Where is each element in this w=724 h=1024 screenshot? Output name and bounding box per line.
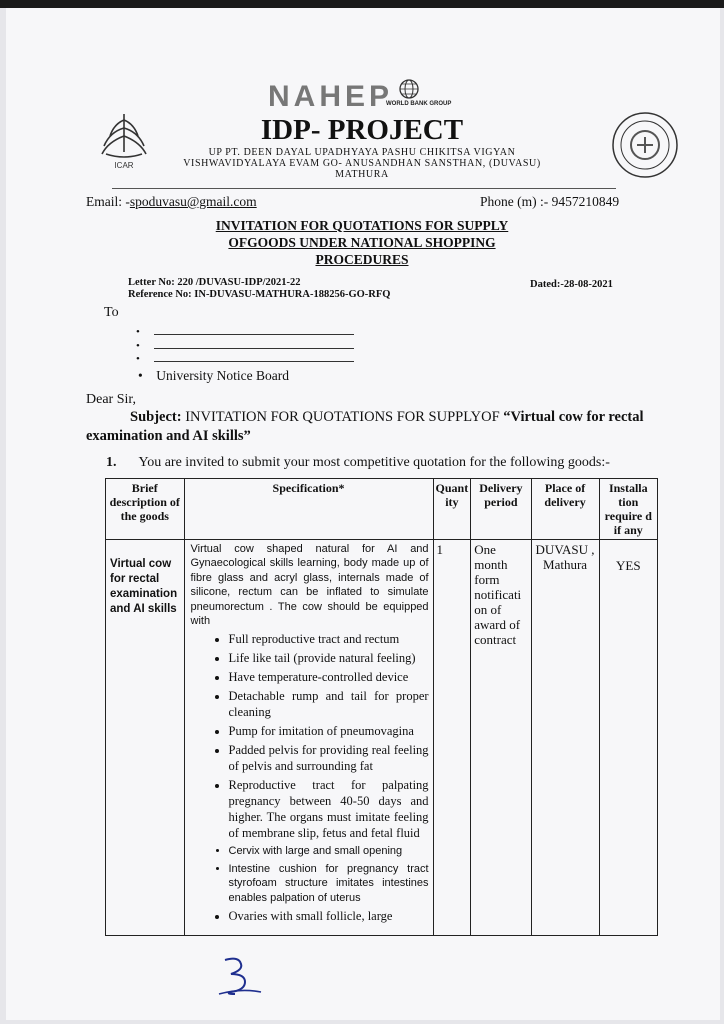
institution-line-1: UP PT. DEEN DAYAL UPADHYAYA PASHU CHIKITSA VIGYAN [208, 147, 516, 158]
recipient-blank-2 [136, 340, 354, 352]
recipient-blank-3 [136, 353, 354, 365]
bullet: • [136, 353, 140, 365]
institution-line-3: MATHURA [335, 169, 389, 180]
heading-line-2: OFGOODS UNDER NATIONAL SHOPPING [228, 235, 496, 250]
project-title: IDP- PROJECT [260, 114, 464, 146]
svg-text:ICAR: ICAR [114, 161, 134, 170]
header-specification: Specification* [184, 479, 433, 540]
header-place-of-delivery: Place of delivery [531, 479, 599, 540]
heading-line-1: INVITATION FOR QUOTATIONS FOR SUPPLY [215, 218, 509, 233]
email-link[interactable]: spoduvasu@gmail.com [129, 194, 257, 209]
cell-quantity: 1 [433, 540, 471, 936]
paragraph-1 [106, 455, 610, 471]
notice-board-text: University Notice Board [156, 368, 289, 383]
handwritten-signature [215, 950, 265, 1000]
goods-table [105, 478, 658, 936]
cell-installation: YES [599, 540, 657, 936]
header-brief-description: Brief description of the goods [106, 479, 185, 540]
list-item: • Have temperature-controlled device [229, 669, 429, 685]
list-item: • Detachable rump and tail for proper cleaning [229, 688, 429, 720]
subject-label: Subject: [130, 409, 182, 425]
bullet: • [136, 326, 140, 338]
salutation: Dear Sir, [86, 392, 136, 407]
recipient-notice-board [138, 368, 289, 384]
letter-date: Dated:-28-08-2021 [530, 279, 613, 290]
institution-line-2: VISHWAVIDYALAYA EVAM GO- ANUSANDHAN SANSTHAN, (DUVASU) [183, 158, 541, 169]
bullet: • [138, 368, 143, 383]
world-bank-globe-icon [398, 78, 420, 100]
list-item: • Ovaries with small follicle, large [229, 908, 429, 924]
paragraph-text: You are invited to submit your most competitive quotation for the following goods:- [138, 455, 610, 470]
list-item: • Intestine cushion for pregnancy tract styrofoam structure imitates intestines enables palpation of uterus [229, 862, 429, 905]
subject-goods: “Virtual cow for rectal examination and AI skills” [86, 409, 644, 444]
header-quantity: Quant ity [433, 479, 471, 540]
list-item: • Cervix with large and small opening [229, 844, 429, 858]
to-label: To [104, 305, 119, 320]
reference-number: Reference No: IN-DUVASU-MATHURA-188256-GO-RFQ [128, 289, 391, 300]
recipient-blank-1 [136, 326, 354, 338]
list-item: • Pump for imitation of pneumovagina [229, 723, 429, 739]
header-divider [112, 188, 616, 189]
email-label: Email: - [86, 194, 130, 209]
subject-text: INVITATION FOR QUOTATIONS FOR SUPPLYOF [185, 409, 500, 425]
spec-intro: Virtual cow shaped natural for AI and Gynaecological skills learning, body made up of fibre glass and acryl glass, internals made of silicone, rectum can be inflated to simulate pneumorectum . The cow should be equipped with [190, 543, 429, 628]
subject-line [86, 408, 646, 446]
scan-top-edge [0, 0, 724, 8]
list-item: • Full reproductive tract and rectum [229, 631, 429, 647]
header-installation: Installa tion require d if any [599, 479, 657, 540]
nahep-logo: NAHEP [268, 80, 394, 113]
table-row [106, 540, 658, 936]
spec-list [191, 631, 429, 924]
table-header-row [106, 479, 658, 540]
list-item: • Padded pelvis for providing real feeling of pelvis and surrounding fat [229, 742, 429, 774]
heading-line-3: PROCEDURES [315, 252, 409, 267]
cell-brief-description: Virtual cow for rectal examination and AI skills [106, 540, 185, 936]
email-line [86, 194, 257, 210]
list-item: • Life like tail (provide natural feeling) [229, 650, 429, 666]
cell-specification [184, 540, 433, 936]
cell-place-of-delivery: DUVASU , Mathura [531, 540, 599, 936]
header-delivery-period: Delivery period [471, 479, 531, 540]
cell-delivery-period: One month form notificati on of award of contract [471, 540, 531, 936]
paragraph-number: 1. [106, 455, 117, 470]
bullet: • [136, 340, 140, 352]
phone-number: Phone (m) :- 9457210849 [480, 194, 620, 209]
world-bank-logo-text: WORLD BANK GROUP [386, 101, 452, 107]
list-item: • Reproductive tract for palpating pregnancy between 40-50 days and higher. The organs must imitate feeling of membrane slip, fetus and fetal fluid [229, 777, 429, 841]
letter-number: Letter No: 220 /DUVASU-IDP/2021-22 [128, 277, 301, 288]
